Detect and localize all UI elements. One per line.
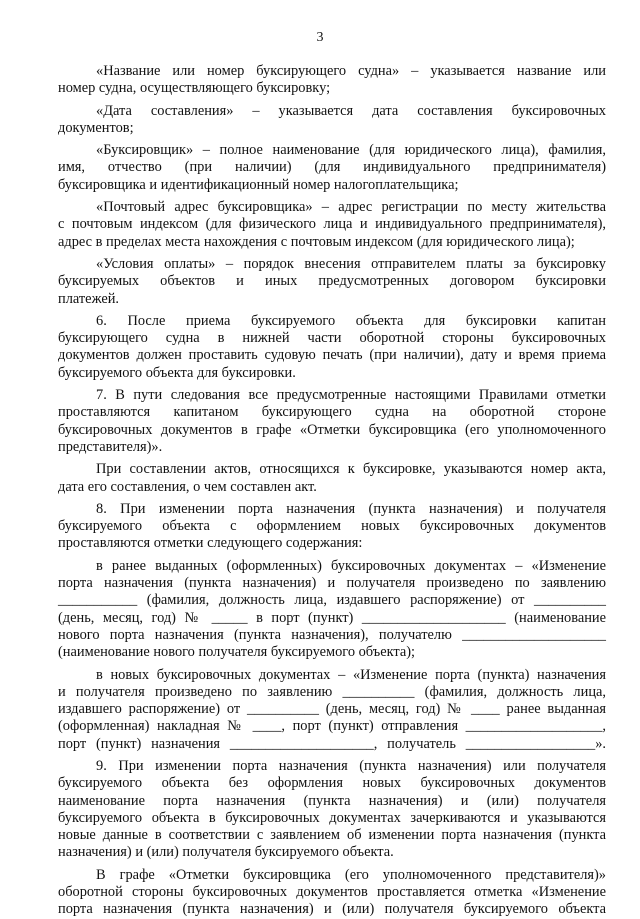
text-line: проставляются капитаном буксирующего судна на оборотной стороне [58, 404, 606, 421]
text-line: в ранее выданных (оформленных) буксировочных документах – «Изменение [96, 557, 606, 574]
text-line: представителя)». [58, 438, 163, 455]
text-line: порта назначения (пункта назначения) и (или) получателя буксируемого объекта [58, 901, 606, 918]
text-line: «Название или номер буксирующего судна» – указывается название или [96, 63, 606, 79]
text-line: буксирующего судна в нижней части оборотной стороны буксировочных [58, 330, 606, 347]
text-line: В графе «Отметки буксировщика (его уполномоченного представителя)» [96, 866, 606, 883]
text-line: 8. При изменении порта назначения (пункта назначения) и получателя [96, 500, 606, 517]
text-line: 9. При изменении порта назначения (пункта назначения) или получателя [96, 757, 606, 774]
text-line: издавшего распоряжение) от __________ (день, месяц, год) № ____ ранее выданная [58, 701, 606, 718]
text-line: адрес в пределах места нахождения с почтовым индексом (для юридического лица); [58, 233, 575, 250]
document-body [58, 63, 606, 919]
text-line: буксируемого объекта без оформления новых буксировочных документов [58, 775, 606, 792]
text-line: нового порта назначения (пункта назначения), получателю ____________________ [58, 626, 606, 643]
text-line: буксировщика и идентификационный номер налогоплательщика; [58, 176, 459, 193]
text-line: 6. После приема буксируемого объекта для буксировки капитан [96, 312, 606, 329]
text-line: наименование порта назначения (пункта назначения) и (или) получателя [58, 792, 606, 809]
text-line: «Условия оплаты» – порядок внесения отправителем платы за буксировку [96, 255, 606, 272]
text-line: имя, отчество (при наличии) (для индивидуального предпринимателя) [58, 159, 606, 176]
text-line: (наименование нового получателя буксируемого объекта); [58, 644, 416, 661]
text-line: ___________ (фамилия, должность лица, издавшего распоряжение) от __________ [58, 592, 606, 609]
text-line: 7. В пути следования все предусмотренные настоящими Правилами отметки [96, 387, 606, 404]
text-line: буксируемого объекта с оформлением новых буксировочных документов [58, 518, 606, 535]
text-line: документов должен проставить судовую печать (при наличии), дату и время приема [58, 347, 606, 364]
text-line: буксируемых объектов и иных предусмотренных договором буксировки [58, 273, 606, 290]
text-line: новые данные в соответствии с заявлением об изменении порта назначения (пункта [58, 827, 606, 844]
text-line: документов; [58, 119, 134, 136]
page-number: 3 [316, 30, 324, 45]
text-line: «Буксировщик» – полное наименование (для юридического лица), фамилия, [96, 142, 606, 159]
text-line: платежей. [58, 290, 120, 307]
text-line: порта назначения (пункта назначения) и получателя произведено по заявлению [58, 575, 606, 592]
text-line: буксируемого объекта в буксировочных документах зачеркиваются и указываются [58, 809, 606, 826]
text-line: «Дата составления» – указывается дата составления буксировочных [96, 102, 606, 119]
text-line: «Почтовый адрес буксировщика» – адрес регистрации по месту жительства [96, 199, 606, 216]
text-line: номер судна, осуществляющего буксировку; [58, 80, 331, 97]
text-line: проставляются отметки следующего содержания: [58, 535, 363, 552]
text-line: дата его составления, о чем составлен акт. [58, 478, 317, 495]
text-line: порт (пункт) назначения ____________________, получатель __________________». [58, 735, 606, 752]
text-line: и получателя произведено по заявлению __________ (фамилия, должность лица, [58, 683, 606, 700]
text-line: буксируемого объекта для буксировки. [58, 364, 296, 381]
text-line: буксировочных документов в графе «Отметки буксировщика (его уполномоченного [58, 421, 606, 438]
text-line: оборотной стороны буксировочных документов проставляется отметка «Изменение [58, 884, 606, 901]
text-line: (оформленная) накладная № ____, порт (пункт) отправления ___________________, [58, 718, 606, 735]
text-line: При составлении актов, относящихся к буксировке, указываются номер акта, [96, 461, 606, 478]
text-line: (день, месяц, год) № _____ в порт (пункт) ____________________ (наименование [58, 609, 606, 626]
text-line: в новых буксировочных документах – «Изменение порта (пункта) назначения [96, 666, 606, 683]
text-line: с почтовым индексом (для физического лица и индивидуального предпринимателя), [58, 216, 606, 233]
text-line: назначения) и (или) получателя буксируемого объекта. [58, 844, 394, 861]
